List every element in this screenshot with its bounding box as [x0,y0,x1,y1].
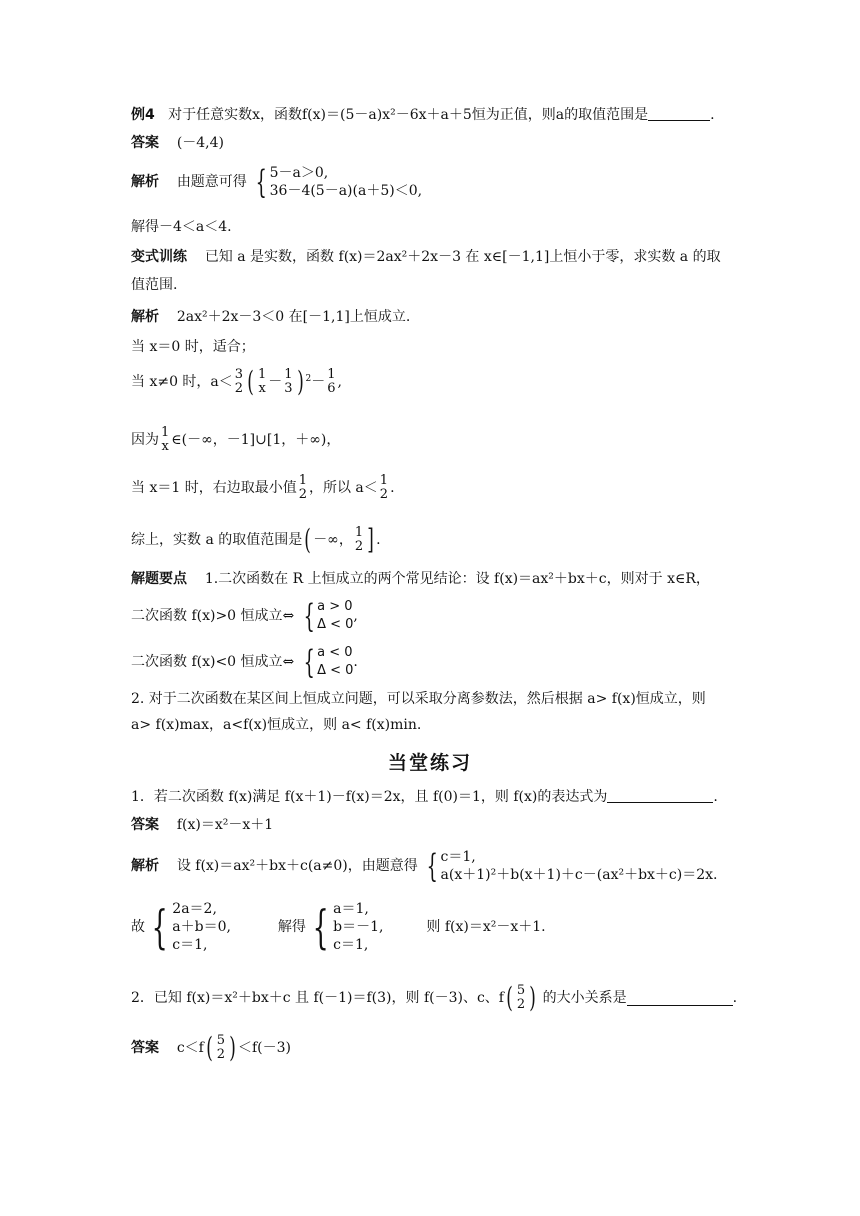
answer-blank [607,788,713,803]
answer-line [131,134,224,152]
condition-system: { a > 0 Δ < 0 [303,597,354,635]
fraction: 1 3 [284,367,293,396]
example-stem: 对于任意实数x，函数f(x)＝(5－a)x²－6x＋a＋5恒为正值，则a的取值范围是 [168,107,649,123]
answer-value: (－4,4) [176,135,225,151]
case-text: 当 x≠0 时，a＜ [131,374,233,390]
equation-system: { 2a＝2, a＋b＝0, c＝1, [151,900,231,954]
case-x-nonzero: 当 x≠0 时，a＜ 3 2 ( 1 x － 1 3 ) $^2$－ 1 6 , [131,365,342,398]
fraction: 5 2 [216,1033,226,1062]
period: . [710,107,715,123]
because-line: 因为 1 x ∈(－∞，－1]∪[1，＋∞)， [131,425,341,454]
answer-value: f(x)＝x²－x＋1 [176,817,274,833]
left-paren: ( [247,365,254,398]
solve-line: 解得－4＜a＜4. [131,219,232,235]
left-brace: { [255,163,268,201]
analysis-label: 解析 [131,309,159,325]
keypoints-text: 1.二次函数在 R 上恒成立的两个常见结论：设 f(x)＝ax²＋bx＋c，则对于 x∈R， [204,571,710,587]
keypoints-line-2: 二次函数 f(x)>0 恒成立⇔ { a > 0 Δ < 0 , [131,597,358,635]
fraction: 1 x [161,425,170,454]
q1-solution-line: 故 { 2a＝2, a＋b＝0, c＝1, 解得 { a＝1, b＝－1, c＝1, 则 f(x)＝x²－x＋1. [131,900,546,954]
variant-analysis-line [131,308,410,326]
answer-label: 答案 [131,135,159,151]
system-row: 36－4(5－a)(a＋5)＜0, [269,183,423,199]
analysis-intro: 由题意可得 [176,174,247,190]
keypoints-line-4: 2. 对于二次函数在某区间上恒成立问题，可以采取分离参数法，然后根据 a> f(x)恒成立，则 [131,691,706,707]
variant-line-1 [131,248,721,266]
keypoints-line-5: a> f(x)max，a<f(x)恒成立，则 a< f(x)min. [131,717,422,733]
keypoints-line-1 [131,570,710,588]
min-value-line: 当 x＝1 时，右边取最小值 1 2 ，所以 a＜ 1 2 . [131,473,395,502]
q2-answer-line: 答案 c＜f( 5 2 ) ＜f(－3) [131,1031,292,1064]
left-paren: ( [304,523,311,556]
analysis-line [131,164,422,200]
q1-analysis-line: 解析 设 f(x)＝ax²＋bx＋c(a≠0)，由题意得 { c＝1, a(x＋1)²＋b(x＋1)＋c－(ax²＋bx＋c)＝2x. [131,847,718,885]
fraction: 1 x [258,367,267,396]
example-label: 例4 [131,107,155,123]
question-1: 1．若二次函数 f(x)满足 f(x＋1)－f(x)＝2x，且 f(0)＝1，则 f(x)的表达式为 . [131,789,718,805]
fraction: 3 2 [234,367,244,396]
example-4-line [131,106,715,124]
equation-system: { c＝1, a(x＋1)²＋b(x＋1)＋c－(ax²＋bx＋c)＝2x. [426,847,718,885]
answer-label: 答案 [131,1040,159,1056]
keypoints-line-3: 二次函数 f(x)<0 恒成立⇔ { a < 0 Δ < 0 . [131,643,358,681]
right-bracket: ] [367,523,374,556]
section-heading: 当堂练习 [387,752,472,774]
keypoints-label: 解题要点 [131,571,187,587]
fraction: 5 2 [516,983,526,1012]
variant-text: 已知 a 是实数，函数 f(x)＝2ax²＋2x－3 在 x∈[－1,1]上恒小于零，求实数 a 的取 [204,249,721,265]
question-2: 2．已知 f(x)＝x²＋bx＋c 且 f(－1)＝f(3)，则 f(－3)、c、f( 5 2 ) 的大小关系是 . [131,981,738,1014]
right-paren: ) [296,365,304,398]
fraction: 1 2 [354,525,364,554]
condition-system: { a < 0 Δ < 0 [303,643,354,681]
analysis-label: 解析 [131,858,159,874]
fraction: 1 6 [327,367,336,396]
analysis-label: 解析 [131,174,159,190]
equation-system [251,164,422,200]
answer-label: 答案 [131,817,159,833]
variant-label: 变式训练 [131,249,187,265]
variant-line-2: 值范围. [131,277,178,293]
answer-blank [627,991,733,1006]
case-x-zero: 当 x＝0 时，适合； [131,339,255,355]
system-row: 5－a＞0, [269,165,329,181]
answer-blank [648,106,710,121]
conclusion-line: 综上，实数 a 的取值范围是( －∞， 1 2 ] . [131,523,381,556]
analysis-text: 2ax²＋2x－3＜0 在[－1,1]上恒成立. [176,309,411,325]
q1-answer-line [131,816,273,834]
fraction: 1 2 [379,473,389,502]
equation-system: { a＝1, b＝－1, c＝1, [312,900,384,954]
fraction: 1 2 [298,473,307,502]
